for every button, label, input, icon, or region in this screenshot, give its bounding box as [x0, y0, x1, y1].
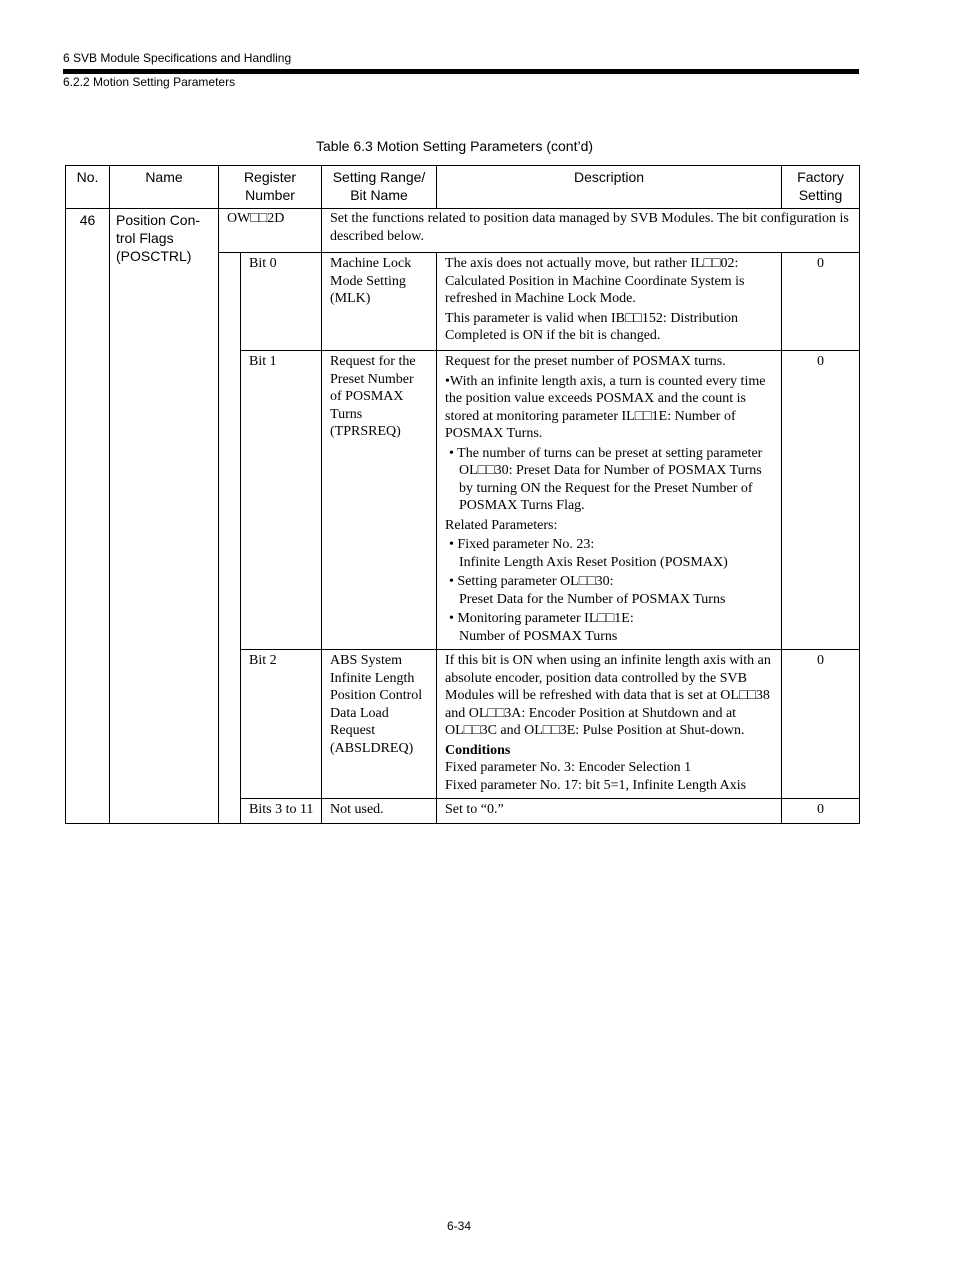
table-caption: Table 6.3 Motion Setting Parameters (cont’d) [316, 138, 594, 154]
col-header-no: No. [66, 166, 110, 209]
table-row-46 [66, 209, 860, 253]
bit-name: Not used. [322, 799, 437, 824]
bit-name: Machine Lock Mode Setting (MLK) [322, 253, 437, 351]
table-header-row [66, 166, 860, 209]
related-param-2: • Setting parameter OL□□30: Preset Data for the Number of POSMAX Turns [449, 574, 726, 607]
bit-name: Request for the Preset Number of POSMAX Turns (TPRSREQ) [322, 351, 437, 650]
param-number: 46 [66, 209, 110, 824]
section-header: 6.2.2 Motion Setting Parameters [63, 75, 236, 89]
col-header-register: Register Number [219, 166, 322, 209]
header-rule [63, 69, 859, 74]
related-param-1: • Fixed parameter No. 23: Infinite Length Axis Reset Position (POSMAX) [449, 537, 728, 570]
factory-setting: 0 [782, 351, 860, 650]
bit-description: The axis does not actually move, but rather IL□□02: Calculated Position in Machine Coordinate System is refreshed in Machine Lock Mode. This parameter is valid when IB□□152: Distribution Completed is ON if the bit is changed. [437, 253, 782, 351]
motion-parameter-table [65, 165, 860, 824]
factory-setting: 0 [782, 253, 860, 351]
param-description: Set the functions related to position data managed by SVB Modules. The bit configuration is described below. [322, 209, 860, 253]
bit-description: If this bit is ON when using an infinite length axis with an absolute encoder, position data controlled by the SVB Modules will be refreshed with data that is set at OL□□38 and OL□□3A: Encoder Position at Shutdown and at OL□□3C and OL□□3E: Pulse Position at Shut-down. Conditions Fixed parameter No. 3: Encoder Selection 1 Fixed parameter No. 17: bit 5=1, Infinite Length Axis [437, 650, 782, 799]
page-number: 6-34 [447, 1219, 472, 1233]
bit-label: Bit 1 [241, 351, 322, 650]
bit-description: Set to “0.” [437, 799, 782, 824]
col-header-name: Name [110, 166, 219, 209]
bit-label: Bit 2 [241, 650, 322, 799]
factory-setting: 0 [782, 799, 860, 824]
register-number: OW□□2D [219, 209, 322, 253]
col-header-description: Description [437, 166, 782, 209]
bit-label: Bit 0 [241, 253, 322, 351]
bit-label: Bits 3 to 11 [241, 799, 322, 824]
bit-indent-spacer [219, 253, 241, 824]
chapter-header: 6 SVB Module Specifications and Handling [63, 51, 292, 65]
factory-setting: 0 [782, 650, 860, 799]
col-header-range: Setting Range/ Bit Name [322, 166, 437, 209]
conditions-heading: Conditions [445, 742, 511, 758]
col-header-factory: Factory Setting [782, 166, 860, 209]
param-name: Position Con- trol Flags (POSCTRL) [110, 209, 219, 824]
bit-name: ABS System Infinite Length Position Control Data Load Request (ABSLDREQ) [322, 650, 437, 799]
bit-description: Request for the preset number of POSMAX turns. •With an infinite length axis, a turn is counted every time the position value exceeds POSMAX and the count is stored at monitoring parameter IL□□1E: Number of POSMAX Turns. • The number of turns can be preset at setting parameter OL□□30: Preset Data for Number of POSMAX Turns by turning ON the Request for the Preset Number of POSMAX Turns Flag. Related Parameters: • Fixed parameter No. 23: Infinite Length Axis Reset Position (POSMAX) • Setting parameter OL□□30: Preset Data for the Number of POSMAX Turns • Monitoring parameter IL□□1E: Number of POSMAX Turns [437, 351, 782, 650]
related-param-3: • Monitoring parameter IL□□1E: Number of POSMAX Turns [449, 611, 634, 644]
